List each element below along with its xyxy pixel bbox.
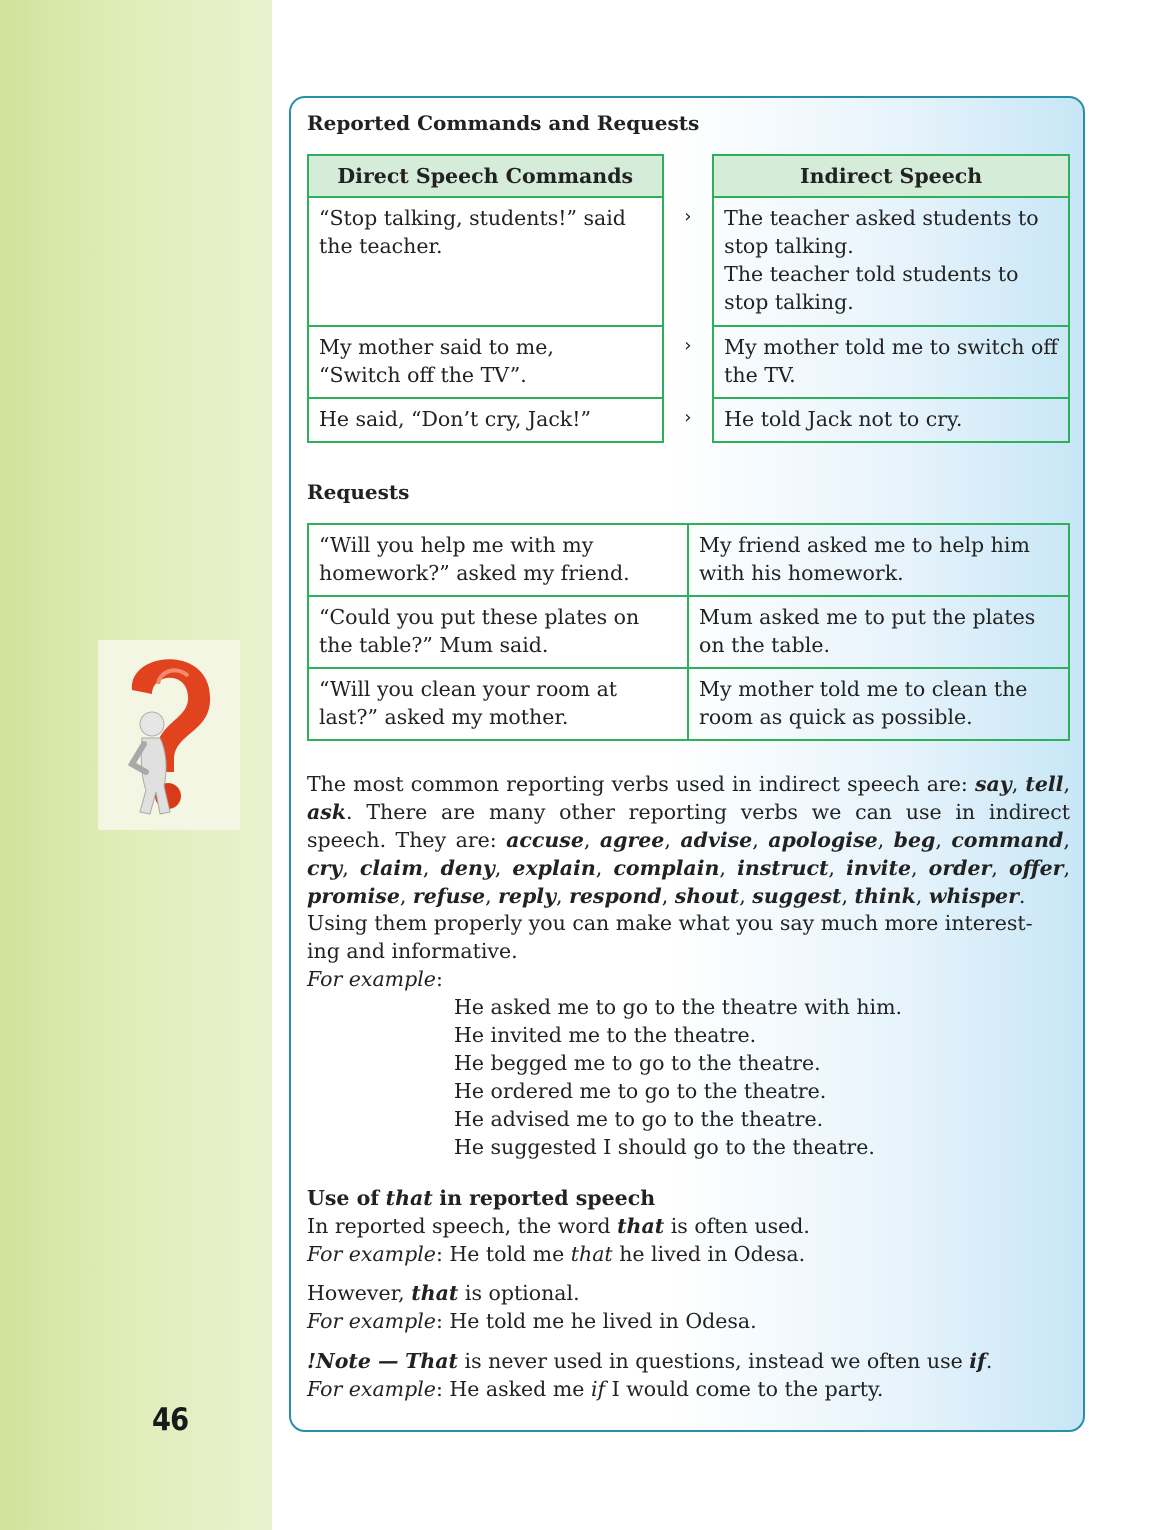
use-of-that-section: Use of that in reported speech In reported speech, the word that is often used. For example: He told me that he lived in Odesa. bbox=[307, 1186, 810, 1266]
list-item: He invited me to the theatre. bbox=[454, 1023, 757, 1047]
section-title: Reported Commands and Requests bbox=[307, 111, 700, 135]
arrow-icon: › bbox=[684, 206, 692, 227]
reporting-verb: respond bbox=[569, 884, 662, 908]
reporting-verb: advise bbox=[680, 828, 753, 852]
indirect-cell: My mother told me to clean the room as quick as possible. bbox=[688, 668, 1069, 740]
reporting-verb: shout bbox=[674, 884, 740, 908]
list-item: He begged me to go to the theatre. bbox=[454, 1051, 821, 1075]
indirect-cell: Mum asked me to put the plates on the table. bbox=[688, 596, 1069, 668]
question-mark-figure-icon bbox=[98, 640, 240, 830]
direct-cell: He said, “Don’t cry, Jack!” bbox=[308, 398, 663, 442]
arrow-icon: › bbox=[684, 407, 692, 428]
reporting-verb: beg bbox=[893, 828, 936, 852]
reporting-verb: think bbox=[854, 884, 916, 908]
reporting-verb: invite bbox=[846, 856, 911, 880]
reporting-verb: order bbox=[928, 856, 992, 880]
reporting-verb: agree bbox=[599, 828, 665, 852]
table-row bbox=[308, 596, 1069, 668]
example-list bbox=[454, 993, 902, 1161]
reporting-verb: refuse bbox=[412, 884, 486, 908]
table-row bbox=[308, 668, 1069, 740]
table-row bbox=[308, 398, 1069, 442]
note-section: !Note — That is never used in questions, instead we often use if. For example: He asked me if I would come to the party. bbox=[307, 1349, 993, 1401]
table-row bbox=[308, 197, 1069, 326]
list-item: He ordered me to go to the theatre. bbox=[454, 1079, 827, 1103]
reporting-verb: claim bbox=[359, 856, 423, 880]
reporting-verb: explain bbox=[512, 856, 596, 880]
direct-cell: My mother said to me, “Switch off the TV”. bbox=[308, 326, 663, 398]
direct-cell: “Will you clean your room at last?” asked my mother. bbox=[308, 668, 688, 740]
reporting-verbs-paragraph: The most common reporting verbs used in indirect speech are: say, tell, ask. There are many other reporting verbs we can use in indirect speech. They are: accuse, agree, advise, apologise, beg, command, cry, claim, deny, explain, complain, instruct, invite, order, offer, promise, refuse, reply, respond, shout, suggest, think, whisper. bbox=[307, 772, 1070, 908]
direct-cell: “Will you help me with my homework?” asked my friend. bbox=[308, 524, 688, 596]
reporting-verb: complain bbox=[613, 856, 720, 880]
indirect-cell: My friend asked me to help him with his homework. bbox=[688, 524, 1069, 596]
table-header-indirect: Indirect Speech bbox=[713, 155, 1069, 197]
requests-table bbox=[307, 523, 1070, 741]
reporting-verb: deny bbox=[440, 856, 495, 880]
requests-title: Requests bbox=[307, 480, 410, 504]
reporting-verb: offer bbox=[1008, 856, 1064, 880]
reporting-verb: whisper bbox=[928, 884, 1019, 908]
optional-that-section: However, that is optional. For example: He told me he lived in Odesa. bbox=[307, 1281, 757, 1333]
reporting-verb: suggest bbox=[752, 884, 842, 908]
table-row bbox=[308, 326, 1069, 398]
list-item: He asked me to go to the theatre with him. bbox=[454, 995, 903, 1019]
page-number: 46 bbox=[152, 1402, 189, 1438]
reporting-verb: apologise bbox=[768, 828, 878, 852]
list-item: He advised me to go to the theatre. bbox=[454, 1107, 824, 1131]
table-row bbox=[308, 524, 1069, 596]
list-item: He suggested I should go to the theatre. bbox=[454, 1135, 875, 1159]
indirect-cell: He told Jack not to cry. bbox=[713, 398, 1069, 442]
indirect-cell: The teacher asked students to stop talking. The teacher told students to stop talking. bbox=[713, 197, 1069, 326]
reporting-verb: promise bbox=[307, 884, 400, 908]
reporting-verb: instruct bbox=[737, 856, 829, 880]
direct-cell: “Could you put these plates on the table?” Mum said. bbox=[308, 596, 688, 668]
table-header-direct: Direct Speech Commands bbox=[308, 155, 663, 197]
direct-cell: “Stop talking, students!” said the teacher. bbox=[308, 197, 663, 326]
verb-list: accuse, agree, advise, apologise, beg, command, cry, claim, deny, explain, complain, instruct, invite, order, offer, promise, refuse, reply, respond, shout, suggest, think, whisper. bbox=[307, 828, 1070, 908]
reporting-verb: cry bbox=[307, 856, 343, 880]
reporting-verb: command bbox=[951, 828, 1064, 852]
reporting-verb: reply bbox=[498, 884, 557, 908]
arrow-icon: › bbox=[684, 335, 692, 356]
closing-paragraph: Using them properly you can make what you say much more interest- ing and informative. For example: bbox=[307, 911, 1033, 991]
commands-table bbox=[307, 154, 1070, 443]
reporting-verb: accuse bbox=[506, 828, 584, 852]
indirect-cell: My mother told me to switch off the TV. bbox=[713, 326, 1069, 398]
